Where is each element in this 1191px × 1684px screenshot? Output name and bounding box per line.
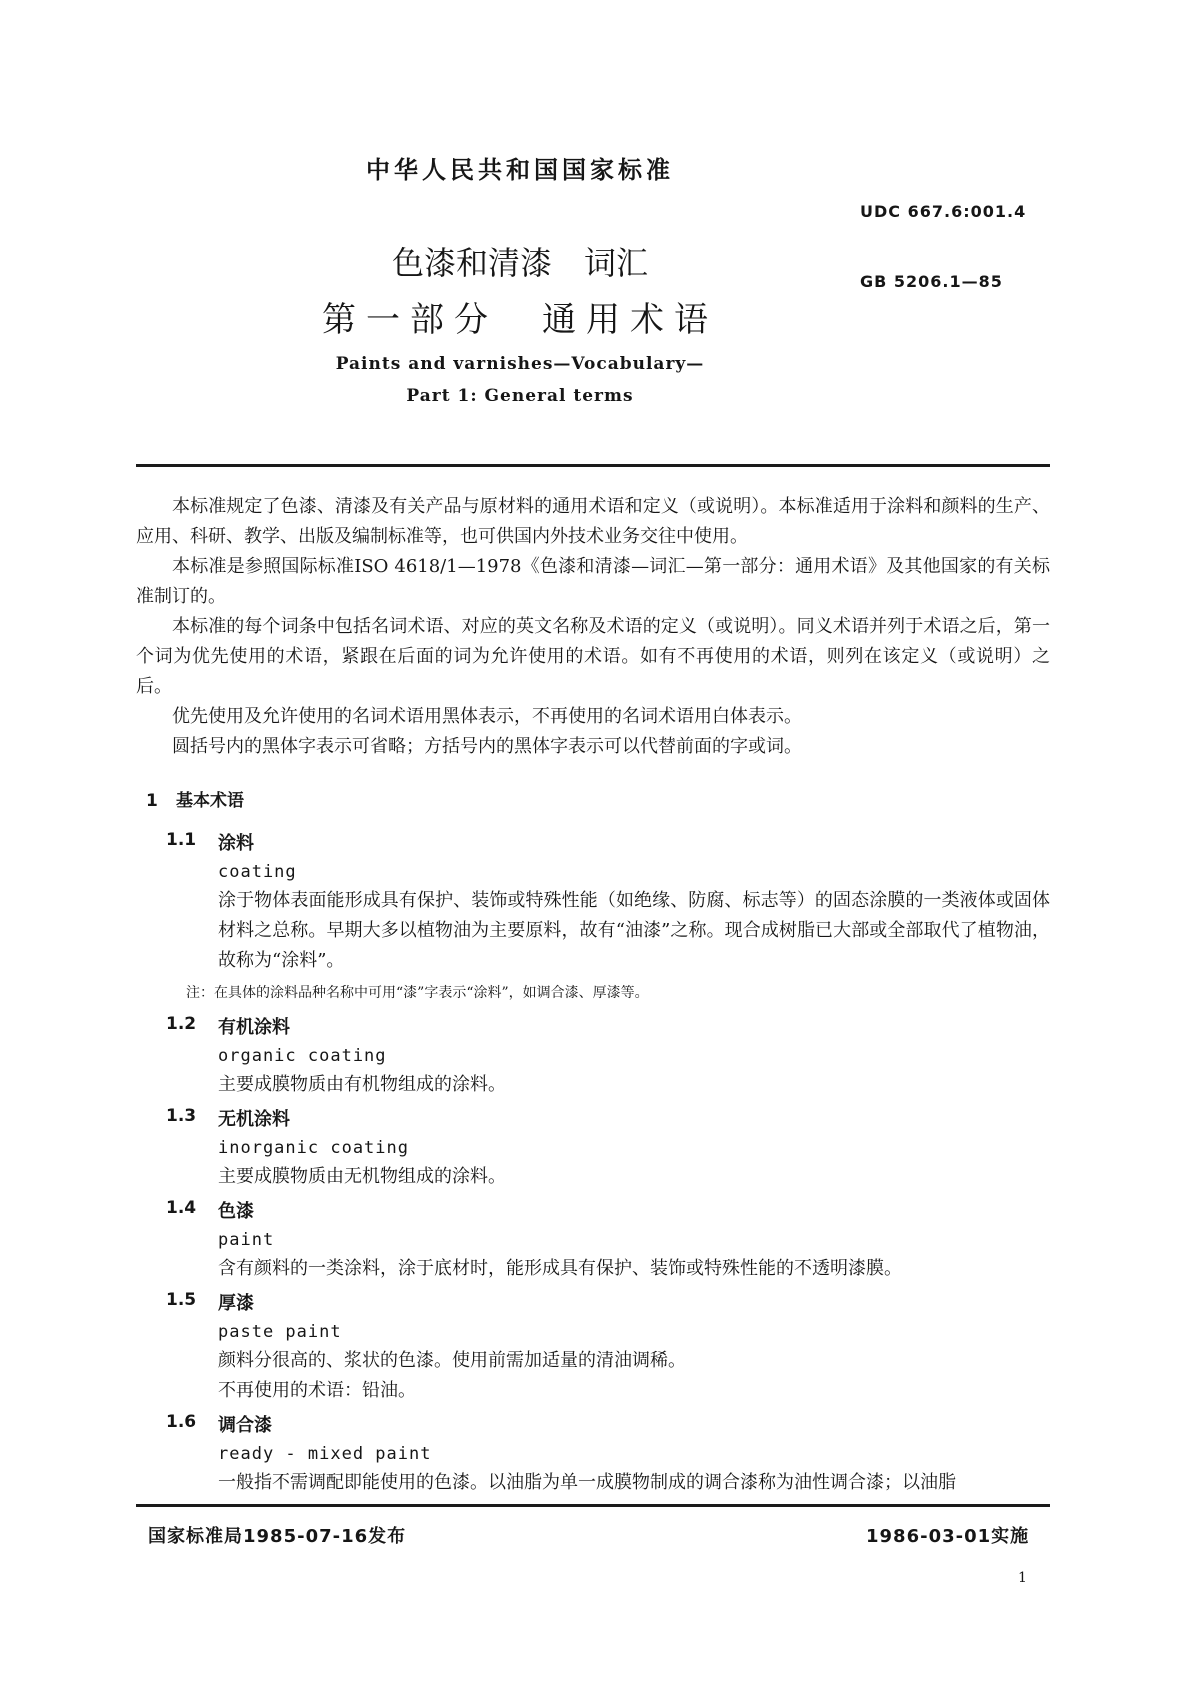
english-title-line1: Paints and varnishes—Vocabulary— xyxy=(335,354,705,374)
term-chinese: 调合漆 xyxy=(218,1415,272,1436)
term-definition: 颜料分很高的、浆状的色漆。使用前需加适量的清油调稀。 xyxy=(218,1350,686,1371)
term-english: paste paint xyxy=(218,1322,342,1342)
issue-date: 国家标准局1985-07-16发布 xyxy=(148,1526,407,1547)
section-title: 基本术语 xyxy=(176,791,244,811)
term-english: organic coating xyxy=(218,1046,387,1066)
intro-paragraph: 本标准是参照国际标准ISO 4618/1—1978《色漆和清漆—词汇—第一部分：通用术语》及其他国家的有关标准制订的。 xyxy=(136,556,1050,607)
top-divider xyxy=(136,464,1050,467)
page-number: 1 xyxy=(1018,1570,1027,1586)
document-title-line2: 第一部分 通用术语 xyxy=(322,300,718,340)
term-definition: 含有颜料的一类涂料，涂于底材时，能形成具有保护、装饰或特殊性能的不透明漆膜。 xyxy=(218,1258,902,1279)
term-english: inorganic coating xyxy=(218,1138,409,1158)
term-chinese: 有机涂料 xyxy=(218,1017,290,1038)
standard-type-heading: 中华人民共和国国家标准 xyxy=(366,156,674,184)
term-english: ready - mixed paint xyxy=(218,1444,432,1464)
term-note: 注：在具体的涂料品种名称中可用“漆”字表示“涂料”，如调合漆、厚漆等。 xyxy=(186,985,649,1001)
term-definition: 主要成膜物质由无机物组成的涂料。 xyxy=(218,1166,506,1187)
term-chinese: 色漆 xyxy=(218,1201,254,1222)
intro-paragraph: 优先使用及允许使用的名词术语用黑体表示，不再使用的名词术语用白体表示。 xyxy=(172,706,802,727)
term-number: 1.4 xyxy=(166,1198,197,1218)
term-english: coating xyxy=(218,862,297,882)
english-title-line2: Part 1: General terms xyxy=(406,386,634,406)
bottom-divider xyxy=(136,1504,1050,1507)
term-number: 1.2 xyxy=(166,1014,197,1034)
term-number: 1.5 xyxy=(166,1290,197,1310)
term-number: 1.1 xyxy=(166,830,197,850)
term-definition: 涂于物体表面能形成具有保护、装饰或特殊性能（如绝缘、防腐、标志等）的固态涂膜的一类液体或固体材料之总称。早期大多以植物油为主要原料，故有“油漆”之称。现合成树脂已大部或全部取代了植物油，故称为“涂料”。 xyxy=(218,890,1050,971)
term-definition: 一般指不需调配即能使用的色漆。以油脂为单一成膜物制成的调合漆称为油性调合漆；以油脂 xyxy=(218,1472,956,1493)
term-number: 1.6 xyxy=(166,1412,197,1432)
term-chinese: 无机涂料 xyxy=(218,1109,290,1130)
gb-standard-number: GB 5206.1—85 xyxy=(860,272,1003,291)
intro-paragraph: 本标准规定了色漆、清漆及有关产品与原材料的通用术语和定义（或说明）。本标准适用于涂料和颜料的生产、应用、科研、教学、出版及编制标准等，也可供国内外技术业务交往中使用。 xyxy=(136,496,1050,547)
intro-paragraph: 圆括号内的黑体字表示可省略；方括号内的黑体字表示可以代替前面的字或词。 xyxy=(172,736,802,757)
effective-date: 1986-03-01实施 xyxy=(866,1526,1030,1547)
document-title-line1: 色漆和清漆 词汇 xyxy=(391,244,648,282)
section-heading xyxy=(146,786,244,811)
udc-code: UDC 667.6:001.4 xyxy=(860,202,1027,221)
term-chinese: 涂料 xyxy=(218,833,254,854)
term-deprecated: 不再使用的术语：铅油。 xyxy=(218,1380,416,1401)
section-number: 1 xyxy=(146,791,158,811)
term-chinese: 厚漆 xyxy=(218,1293,254,1314)
term-english: paint xyxy=(218,1230,275,1250)
term-definition: 主要成膜物质由有机物组成的涂料。 xyxy=(218,1074,506,1095)
term-number: 1.3 xyxy=(166,1106,197,1126)
intro-paragraph: 本标准的每个词条中包括名词术语、对应的英文名称及术语的定义（或说明）。同义术语并列于术语之后，第一个词为优先使用的术语，紧跟在后面的词为允许使用的术语。如有不再使用的术语，则列在该定义（或说明）之后。 xyxy=(136,616,1050,697)
